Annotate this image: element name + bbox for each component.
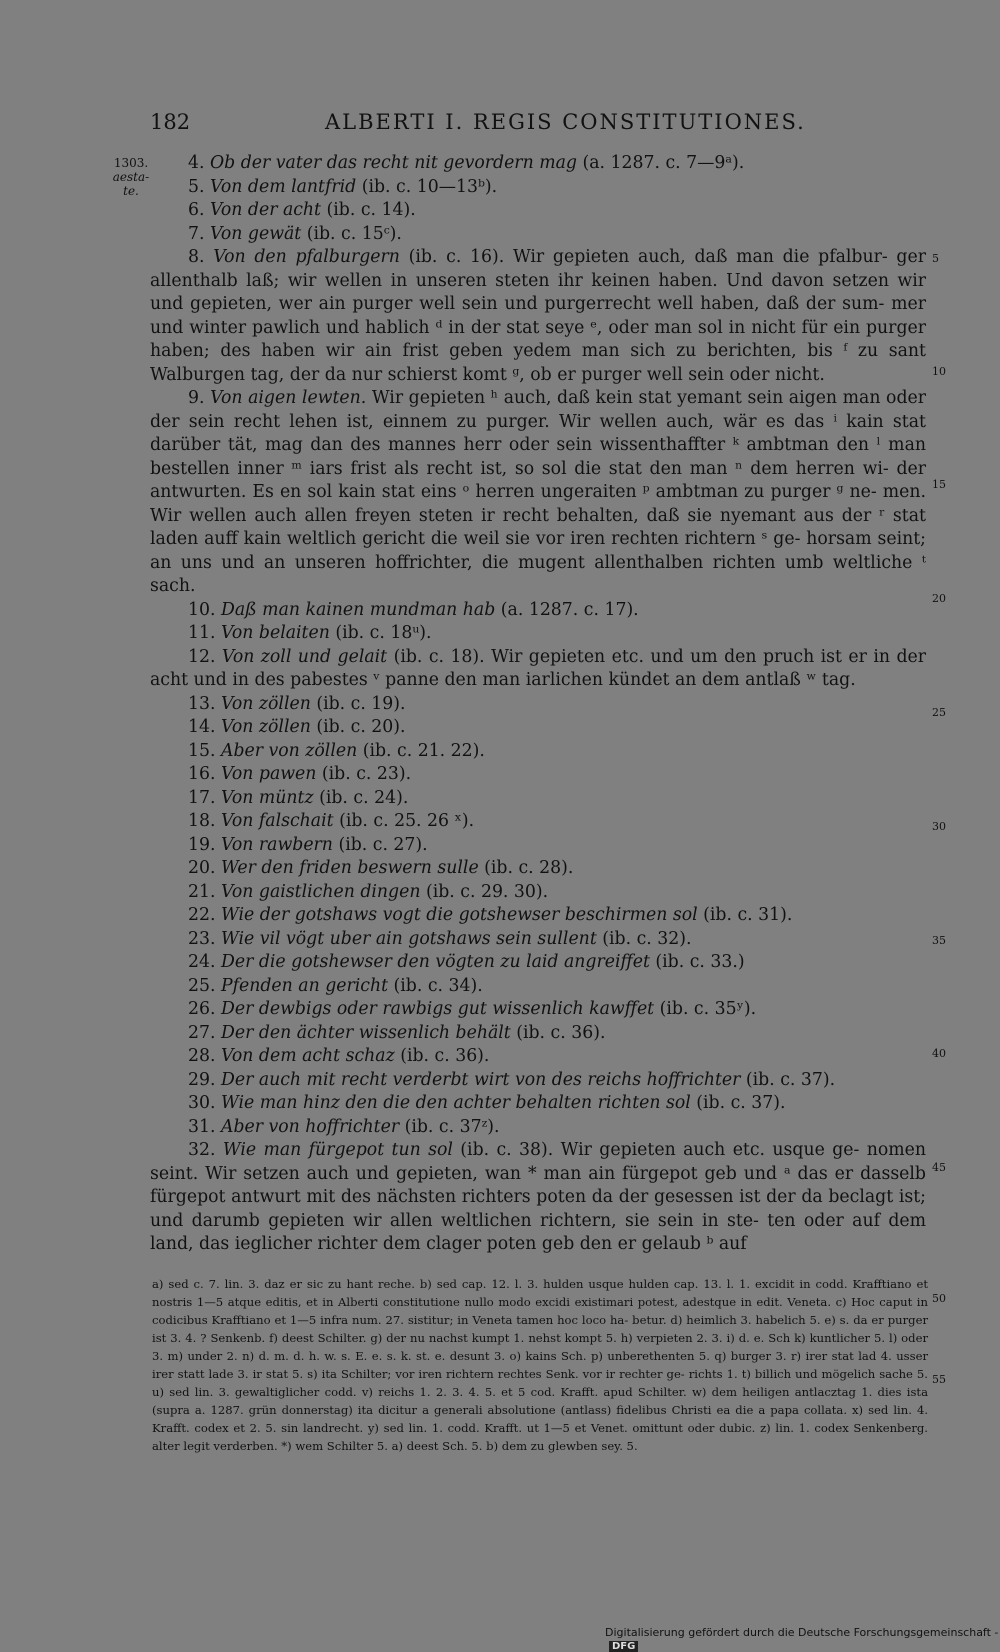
paragraph-number: 9.	[188, 388, 211, 408]
line-number: 15	[932, 478, 946, 491]
paragraph-number: 15.	[188, 740, 221, 761]
paragraph-text: (ib. c. 32).	[596, 928, 692, 949]
paragraph-title: Der dewbigs oder rawbigs gut wissenlich kawffet	[220, 999, 655, 1019]
numbered-paragraph	[150, 1022, 926, 1046]
paragraph-title: Aber von zöllen	[220, 740, 358, 761]
paragraph-text: (ib. c. 15ᶜ).	[301, 223, 402, 244]
paragraph-number: 21.	[188, 881, 221, 902]
paragraph-text: (ib. c. 35ʸ).	[654, 999, 757, 1019]
footer-credit	[605, 1626, 1000, 1652]
numbered-paragraph	[150, 904, 926, 928]
numbered-paragraph	[150, 223, 926, 247]
paragraph-title: Von den pfalburgern	[213, 247, 400, 267]
line-number: 35	[932, 934, 946, 947]
numbered-paragraph	[150, 1139, 926, 1257]
footnotes-text: a) sed c. 7. lin. 3. daz er sic zu hant reche. b) sed cap. 12. l. 3. hulden usque hulden cap. 13. l. 1. excidit in codd. Krafftiano et nostris 1—5 atque editis, et in Alberti constitutione nullo modo excidi existimari potest, adestque in edit. Veneta. c) Hoc caput in codicibus Krafftiano et 1—5 infra num. 27. sistitur; in Veneta tamen hoc loco ha- betur. d) heimlich 3. habelich 5. e) s. da er purger ist 3. 4. ? Senkenb. f) deest Schilter. g) der nu nachst kumpt 1. nehst kompt 5. h) verpieten 2. 3. i) d. e. Sch k) kuntlicher 5. l) oder 3. m) under 2. n) d. m. d. h. w. s. E. e. s. k. st. e. desunt 3. o) kains Sch. p) unberethenten 5. q) burger 3. r) irer stat lad 4. usser irer statt lade 3. ir stat 5. s) ita Schilter; vor iren richtern rechtes Senk. vor ir rechter ge- richts 1. t) billich und mögelich sache 5. u) sed lin. 3. gewaltiglicher codd. v) reichs 1. 2. 3. 4. 5. et 5 cod. Krafft. apud Schilter. w) dem heiligen antlaсztag 1. dies ista (supra a. 1287. grün donnerstag) ita dicitur a generali absolutione (antlass) fidelibus Christi ea die a papa collata. x) sed lin. 4. Krafft. codex et 2. 5. sin landrecht. y) sed lin. 1. codd. Krafft. ut 1—5 et Venet. omittunt oder dubic. z) lin. 1. codex Senkenberg. alter legit verderben. *) wem Schilter 5. a) deest Sch. 5. b) dem zu glewben sey. 5.	[152, 1277, 928, 1453]
paragraph-number: 32.	[188, 1140, 223, 1160]
numbered-paragraph	[150, 881, 926, 905]
paragraph-title: Wer den friden beswern sulle	[220, 858, 479, 878]
numbered-paragraph	[150, 857, 926, 881]
paragraph-title: Von gewät	[209, 223, 302, 244]
paragraph-title: Von dem acht schaz	[220, 1046, 395, 1066]
paragraph-title: Von falschait	[220, 811, 334, 831]
footnotes	[152, 1275, 928, 1455]
paragraph-text: (ib. c. 36).	[394, 1046, 490, 1066]
paragraph-number: 24.	[188, 952, 221, 972]
margin-year: 1303.	[113, 156, 149, 170]
paragraph-number: 23.	[188, 928, 221, 949]
paragraph-text: (ib. c. 23).	[316, 764, 412, 784]
paragraph-number: 28.	[188, 1046, 221, 1066]
paragraph-text: (ib. c. 37ᶻ).	[399, 1116, 500, 1137]
paragraph-text: (ib. c. 18). Wir gepieten etc. und um den pruch ist er in der acht und in des pabestes ᵛ panne den man iarlichen kündet an dem antlaß ʷ tag.	[150, 646, 926, 690]
paragraph-text: (a. 1287. c. 17).	[495, 599, 639, 620]
paragraph-text: (ib. c. 28).	[478, 858, 574, 878]
paragraph-text: (ib. c. 29. 30).	[420, 881, 549, 902]
numbered-paragraph	[150, 387, 926, 599]
numbered-paragraph	[150, 810, 926, 834]
paragraph-number: 12.	[188, 646, 222, 667]
page-number: 182	[150, 110, 191, 134]
paragraph-text: (ib. c. 33.)	[649, 952, 745, 972]
numbered-paragraph	[150, 834, 926, 858]
page-header	[150, 110, 920, 140]
paragraph-text: (ib. c. 16). Wir gepieten auch, daß man die pfalbur- ger allenthalb laß; wir wellen in unseren steten ihr keinen haben. Und davon setzen wir und gepieten, wer ain purger well sein und purgerrecht well haben, daß der sum- mer und winter pawlich und hablich ᵈ in der stat seye ᵉ, oder man sol in nicht für ein purger haben; des haben wir ain frist geben yedem man sich zu berichten, bis ᶠ zu sant Walburgen tag, der da nur schierst komt ᵍ, ob er purger well sein oder nicht.	[150, 247, 926, 385]
margin-note	[107, 156, 155, 198]
paragraph-text: (ib. c. 36).	[510, 1022, 606, 1043]
numbered-paragraph	[150, 998, 926, 1022]
paragraph-number: 18.	[188, 811, 221, 831]
paragraph-title: Wie der gotshaws vogt die gotshewser beschirmen sol	[220, 905, 698, 925]
paragraph-number: 8.	[188, 247, 214, 267]
paragraph-number: 29.	[188, 1069, 221, 1090]
numbered-paragraph	[150, 787, 926, 811]
line-number: 5	[932, 252, 939, 265]
numbered-paragraph	[150, 646, 926, 693]
paragraph-number: 13.	[188, 693, 221, 714]
numbered-paragraph	[150, 740, 926, 764]
paragraph-title: Von zöllen	[220, 693, 311, 714]
paragraph-title: Der den ächter wissenlich behält	[220, 1022, 511, 1043]
numbered-paragraph	[150, 1069, 926, 1093]
margin-season-2: te.	[123, 184, 139, 198]
paragraph-text: (ib. c. 10—13ᵇ).	[356, 176, 498, 197]
paragraph-text: (ib. c. 31).	[697, 905, 793, 925]
paragraph-number: 11.	[188, 623, 221, 643]
paragraph-title: Von zöllen	[220, 717, 311, 737]
paragraph-text: (ib. c. 20).	[310, 717, 406, 737]
paragraph-title: Der die gotshewser den vögten zu laid angreiffet	[220, 952, 650, 972]
paragraph-number: 17.	[188, 787, 221, 808]
paragraph-title: Wie vil vögt uber ain gotshaws sein sullent	[220, 928, 597, 949]
line-number: 20	[932, 592, 946, 605]
paragraph-title: Wie man fürgepot tun sol	[222, 1140, 453, 1160]
paragraph-title: Von rawbern	[220, 834, 333, 855]
paragraph-text: Wir gepieten ʰ auch, daß kein stat yemant sein aigen man oder der sein recht lehen ist, einnem zu purger. Wir wellen auch, wär es das ⁱ kain stat darüber tät, mag dan des mannes herr oder sein wissenthaffter ᵏ ambtman den ˡ man bestellen inner ᵐ iars frist als recht ist, so sol die stat den man ⁿ dem herren wi- der antwurten. Es en sol kain stat eins ᵒ herren ungeraiten ᵖ ambtman zu purger ᵍ ne- men. Wir wellen auch allen freyen steten ir recht behalten, daß sie nyemant aus der ʳ stat laden auff kain weltlich gericht die weil sie vor iren rechten richtern ˢ ge- horsam seint; an uns und an unseren hoffrichter, die mugent allenthalben richten umb weltliche ᵗ sach.	[150, 388, 926, 596]
numbered-paragraph	[150, 1045, 926, 1069]
paragraph-title: Von pawen	[220, 764, 317, 784]
paragraph-number: 27.	[188, 1022, 221, 1043]
paragraph-title: Pfenden an gericht	[220, 975, 389, 996]
paragraph-text: (ib. c. 24).	[313, 787, 409, 808]
main-text	[150, 152, 926, 1257]
paragraph-title: Von der acht	[209, 200, 322, 220]
numbered-paragraph	[150, 599, 926, 623]
numbered-paragraph	[150, 199, 926, 223]
paragraph-title: Ob der vater das recht nit gevordern mag	[209, 153, 577, 173]
line-number: 25	[932, 706, 946, 719]
paragraph-number: 30.	[188, 1093, 221, 1113]
numbered-paragraph	[150, 693, 926, 717]
paragraph-title: Von aigen lewten.	[210, 388, 367, 408]
numbered-paragraph	[150, 176, 926, 200]
paragraph-number: 25.	[188, 975, 221, 996]
paragraph-number: 26.	[188, 999, 221, 1019]
numbered-paragraph	[150, 1092, 926, 1116]
footer-text: Digitalisierung gefördert durch die Deutsche Forschungsgemeinschaft -	[605, 1626, 999, 1639]
line-number: 10	[932, 365, 946, 378]
numbered-paragraph	[150, 716, 926, 740]
paragraph-text: (ib. c. 37).	[690, 1093, 786, 1113]
paragraph-number: 5.	[188, 176, 210, 197]
paragraph-number: 14.	[188, 717, 221, 737]
line-number: 30	[932, 820, 946, 833]
line-number: 50	[932, 1292, 946, 1305]
paragraph-number: 7.	[188, 223, 210, 244]
dfg-logo: DFG	[609, 1641, 638, 1652]
line-number: 40	[932, 1047, 946, 1060]
paragraph-number: 31.	[188, 1116, 221, 1137]
paragraph-title: Von müntz	[220, 787, 314, 808]
paragraph-text: (ib. c. 19).	[310, 693, 406, 714]
paragraph-number: 16.	[188, 764, 221, 784]
paragraph-number: 6.	[188, 200, 210, 220]
line-number: 55	[932, 1373, 946, 1386]
paragraph-number: 10.	[188, 599, 221, 620]
paragraph-text: (ib. c. 14).	[321, 200, 416, 220]
paragraph-number: 22.	[188, 905, 221, 925]
numbered-paragraph	[150, 951, 926, 975]
paragraph-text: (ib. c. 37).	[740, 1069, 836, 1090]
paragraph-text: (ib. c. 38). Wir gepieten auch etc. usque ge- nomen seint. Wir setzen auch und gepieten, wan * man ain fürgepot geb und ᵃ das er dasselb fürgepot antwurt mit des nächsten richters poten da der gesessen ist der da beclagt ist; und darumb gepieten wir allen weltlichen richtern, sie sein in ste- ten oder auf dem land, das ieglicher richter dem clager poten geb den er gelaub ᵇ auf	[150, 1140, 927, 1254]
line-number: 45	[932, 1161, 946, 1174]
page-title: ALBERTI I. REGIS CONSTITUTIONES.	[325, 110, 806, 134]
numbered-paragraph	[150, 763, 926, 787]
paragraph-text: (ib. c. 18ᵘ).	[329, 623, 432, 643]
paragraph-text: (ib. c. 25. 26 ˣ).	[333, 811, 475, 831]
paragraph-text: (a. 1287. c. 7—9ᵃ).	[576, 153, 745, 173]
numbered-paragraph	[150, 152, 926, 176]
margin-season-1: aesta-	[112, 170, 150, 184]
paragraph-title: Von belaiten	[220, 623, 330, 643]
paragraph-title: Wie man hinz den die den achter behalten richten sol	[220, 1093, 691, 1113]
paragraph-title: Daß man kainen mundman hab	[220, 599, 496, 620]
paragraph-number: 19.	[188, 834, 221, 855]
paragraph-text: (ib. c. 27).	[332, 834, 428, 855]
paragraph-title: Von gaistlichen dingen	[220, 881, 421, 902]
paragraph-text: (ib. c. 21. 22).	[357, 740, 485, 761]
numbered-paragraph	[150, 622, 926, 646]
paragraph-title: Aber von hoffrichter	[220, 1116, 400, 1137]
numbered-paragraph	[150, 1116, 926, 1140]
numbered-paragraph	[150, 246, 926, 387]
numbered-paragraph	[150, 975, 926, 999]
paragraph-number: 20.	[188, 858, 221, 878]
paragraph-text: (ib. c. 34).	[388, 975, 483, 996]
paragraph-number: 4.	[188, 153, 210, 173]
numbered-paragraph	[150, 928, 926, 952]
paragraph-title: Der auch mit recht verderbt wirt von des reichs hoffrichter	[220, 1069, 741, 1090]
paragraph-title: Von zoll und gelait	[221, 646, 388, 667]
paragraph-title: Von dem lantfrid	[209, 176, 357, 197]
